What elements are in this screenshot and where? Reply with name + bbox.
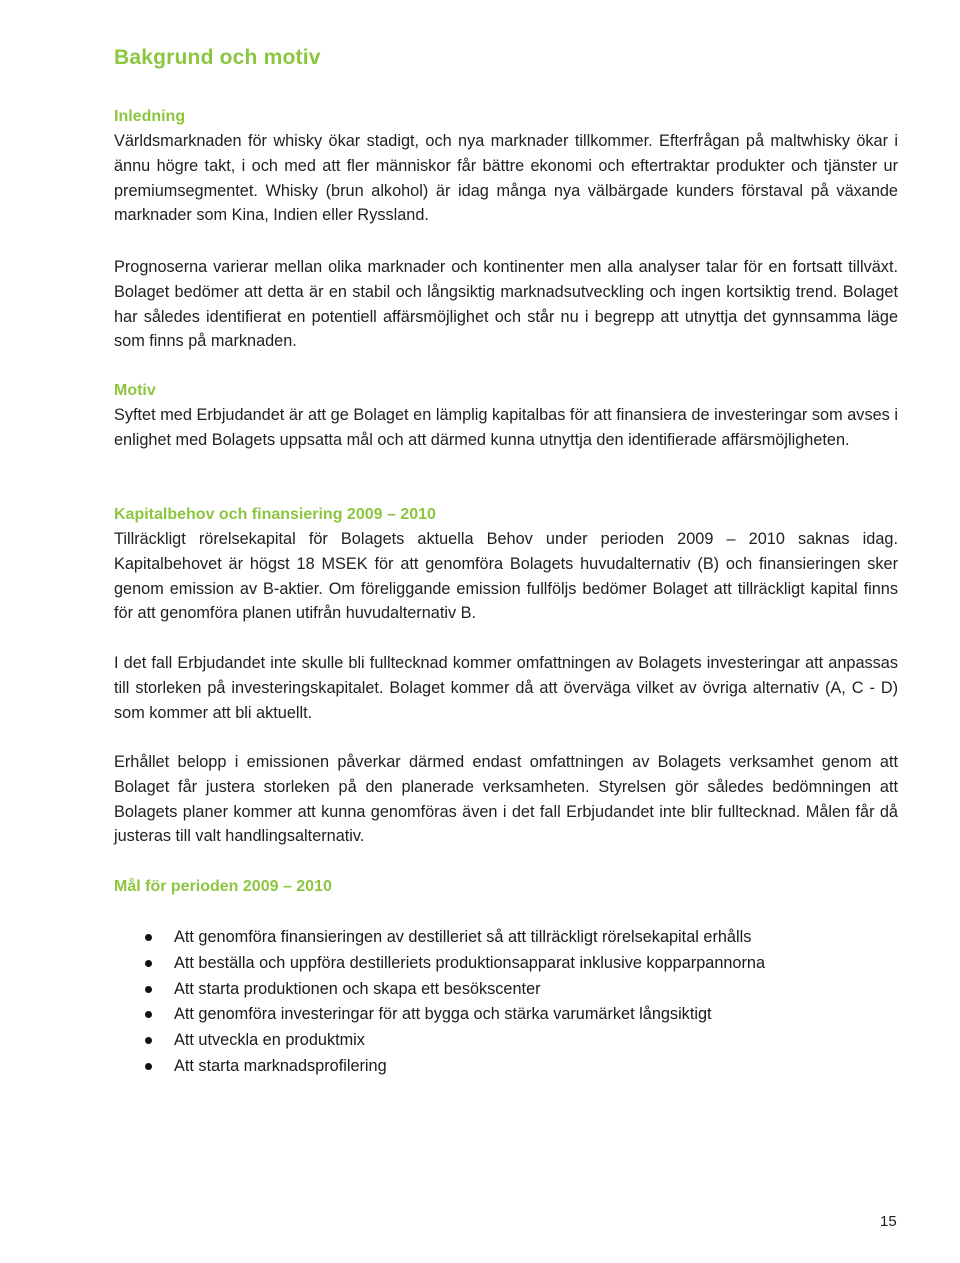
heading-mal: Mål för perioden 2009 – 2010 <box>114 878 332 895</box>
section-kapitalbehov-3 <box>114 750 898 849</box>
bullet-icon <box>145 1011 152 1018</box>
list-item: Att genomföra investeringar för att bygga och stärka varumärket långsiktigt <box>114 1002 898 1028</box>
bullet-icon <box>145 960 152 967</box>
section-motiv <box>114 378 898 453</box>
paragraph-inledning-1: Världsmarknaden för whisky ökar stadigt, och nya marknader tillkommer. Efterfrågan på maltwhisky ökar i ännu högre takt, i och med att fler människor får bättre ekonomi och eftertraktar produkter och tjänster ur premiumsegmentet. Whisky (brun alkohol) är idag många nya välbärgade kunders förstaval på växande marknader som Kina, Indien eller Ryssland. <box>114 132 898 225</box>
page-number: 15 <box>880 1213 897 1230</box>
section-mal <box>114 874 898 899</box>
section-kapitalbehov-2 <box>114 651 898 725</box>
bullet-icon <box>145 986 152 993</box>
paragraph-kapitalbehov-3: Erhållet belopp i emissionen påverkar därmed endast omfattningen av Bolagets verksamhet genom att Bolaget får justera storleken på den planerade verksamheten. Styrelsen gör således bedömningen att Bolagets planer kommer att kunna genomföras även i det fall Erbjudandet inte blir fulltecknad. Målen får då justeras till valt handlingsalternativ. <box>114 753 898 846</box>
bullet-icon <box>145 934 152 941</box>
heading-kapitalbehov: Kapitalbehov och finansiering 2009 – 2010 <box>114 506 436 523</box>
paragraph-motiv-1: Syftet med Erbjudandet är att ge Bolaget en lämplig kapitalbas för att finansiera de investeringar som avses i enlighet med Bolagets uppsatta mål och att därmed kunna utnyttja den identifierade affärsmöjligheten. <box>114 406 898 449</box>
heading-motiv: Motiv <box>114 382 156 399</box>
section-kapitalbehov <box>114 502 898 626</box>
paragraph-kapitalbehov-2: I det fall Erbjudandet inte skulle bli fulltecknad kommer omfattningen av Bolagets investeringar att anpassas till storleken på investeringskapitalet. Bolaget kommer då att överväga vilket av övriga alternativ (A, C - D) som kommer att bli aktuellt. <box>114 654 898 722</box>
goals-list-container <box>114 925 898 1080</box>
list-item: Att starta produktionen och skapa ett besökscenter <box>114 977 898 1003</box>
page-title: Bakgrund och motiv <box>114 46 321 69</box>
list-item: Att beställa och uppföra destilleriets produktionsapparat inklusive kopparpannorna <box>114 951 898 977</box>
list-item: Att utveckla en produktmix <box>114 1028 898 1054</box>
list-item: Att starta marknadsprofilering <box>114 1054 898 1080</box>
goals-list <box>114 925 898 1080</box>
bullet-icon <box>145 1063 152 1070</box>
paragraph-inledning-2: Prognoserna varierar mellan olika marknader och kontinenter men alla analyser talar för en fortsatt tillväxt. Bolaget bedömer att detta är en stabil och långsiktig marknadsutveckling och ingen kortsiktig trend. Bolaget har således identifierat en potentiell affärsmöjlighet och står nu i begrepp att utnyttja det gynnsamma läge som finns på marknaden. <box>114 258 898 351</box>
list-item: Att genomföra finansieringen av destilleriet så att tillräckligt rörelsekapital erhålls <box>114 925 898 951</box>
heading-inledning: Inledning <box>114 108 186 125</box>
section-inledning <box>114 104 898 228</box>
bullet-icon <box>145 1037 152 1044</box>
paragraph-kapitalbehov-1: Tillräckligt rörelsekapital för Bolagets aktuella Behov under perioden 2009 – 2010 saknas idag. Kapitalbehovet är högst 18 MSEK för att genomföra Bolagets huvudalternativ (B) och finansieringen sker genom emission av B-aktier. Om föreliggande emission fullföljs bedömer Bolaget att tillräckligt kapital finns för att genomföra planen utifrån huvudalternativ B. <box>114 530 898 623</box>
section-prognoser <box>114 255 898 354</box>
